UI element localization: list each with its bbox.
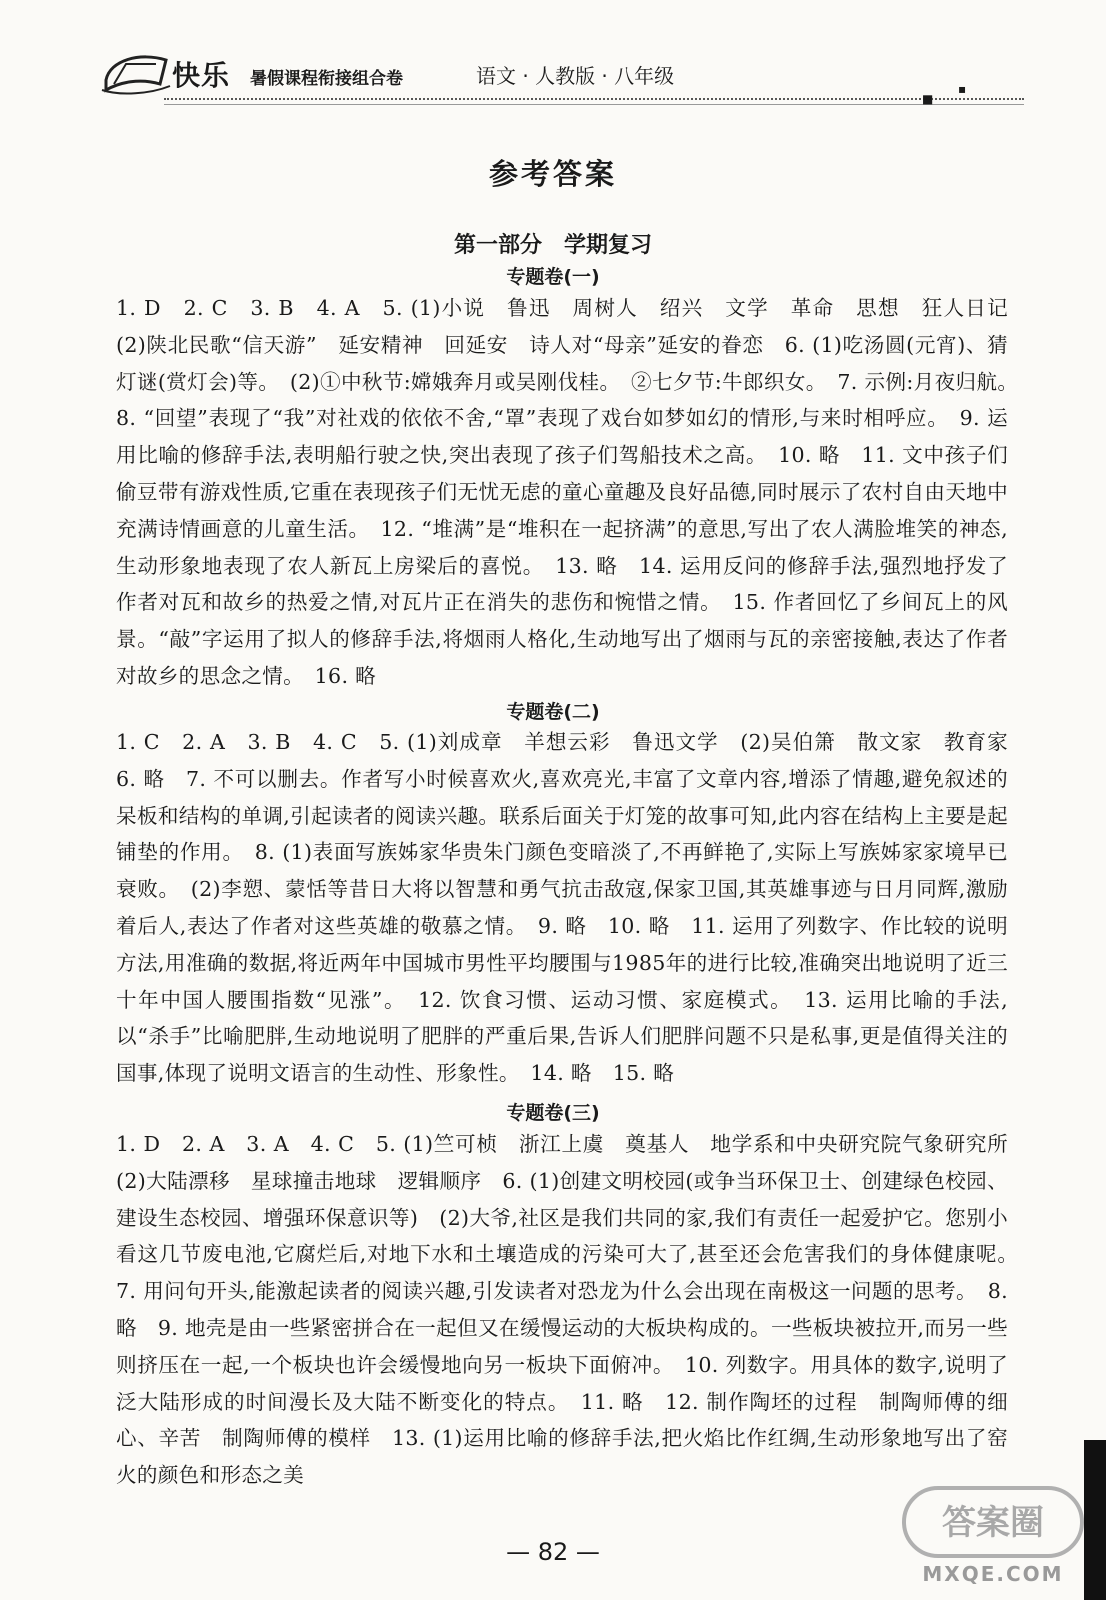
page-header <box>100 42 980 112</box>
corner-marker-icon: ■ <box>922 92 934 106</box>
page-number: — 82 — <box>506 1538 600 1566</box>
watermark-logo-text: 答案圈 <box>942 1503 1044 1543</box>
section-title: 专题卷(二) <box>506 701 600 723</box>
watermark-logo-icon <box>900 1478 1086 1562</box>
watermark-text: MXQE.COM <box>922 1562 1064 1586</box>
section-title: 专题卷(一) <box>506 266 600 288</box>
section-body: 1. D 2. C 3. B 4. A 5. (1)小说 鲁迅 周树人 绍兴 文学 革命 思想 狂人日记 (2)陕北民歌“信天游” 延安精神 回延安 诗人对“母亲”延安的眷恋 6. (1)吃汤圆(元宵)、猜灯谜(赏灯会)等。 (2)①中秋节:嫦娥奔月或吴刚伐桂。 ②七夕节:牛郎织女。 7. 示例:月夜归航。 8. “回望”表现了“我”对社戏的依依不舍,“罩”表现了戏台如梦如幻的情形,与来时相呼应。 9. 运用比喻的修辞手法,表明船行驶之快,突出表现了孩子们驾船技术之高。 10. 略 11. 文中孩子们偷豆带有游戏性质,它重在表现孩子们无忧无虑的童心童趣及良好品德,同时展示了农村自由天地中充满诗情画意的儿童生活。 12. “堆满”是“堆积在一起挤满”的意思,写出了农人满脸堆笑的神态,生动形象地表现了农人新瓦上房梁后的喜悦。 13. 略 14. 运用反问的修辞手法,强烈地抒发了作者对瓦和故乡的热爱之情,对瓦片正在消失的悲伤和惋惜之情。 15. 作者回忆了乡间瓦上的风景。“敲”字运用了拟人的修辞手法,将烟雨人格化,生动地写出了烟雨与瓦的亲密接触,表达了作者对故乡的思念之情。 16. 略 <box>116 296 1029 688</box>
section-body: 1. C 2. A 3. B 4. C 5. (1)刘成章 羊想云彩 鲁迅文学 (2)吴伯箫 散文家 教育家 6. 略 7. 不可以删去。作者写小时候喜欢火,喜欢亮光,丰富了文章内容,增添了情趣,避免叙述的呆板和结构的单调,引起读者的阅读兴趣。联系后面关于灯笼的故事可知,此内容在结构上主要是起铺垫的作用。 8. (1)表面写族姊家华贵朱门颜色变暗淡了,不再鲜艳了,实际上写族姊家家境早已衰败。 (2)李愬、蒙恬等昔日大将以智慧和勇气抗击敌寇,保家卫国,其英雄事迹与日月同辉,激励着后人,表达了作者对这些英雄的敬慕之情。 9. 略 10. 略 11. 运用了列数字、作比较的说明方法,用准确的数据,将近两年中国城市男性平均腰围与1985年的进行比较,准确突出地说明了近三十年中国人腰围指数“见涨”。 12. 饮食习惯、运动习惯、家庭模式。 13. 运用比喻的手法,以“杀手”比喻肥胖,生动地说明了肥胖的严重后果,告诉人们肥胖问题不只是私事,更是值得关注的国事,体现了说明文语言的生动性、形象性。 14. 略 15. 略 <box>116 730 1029 1086</box>
book-logo-icon <box>100 50 172 98</box>
brand-name: 快乐 <box>172 59 231 92</box>
section-body: 1. D 2. A 3. A 4. C 5. (1)竺可桢 浙江上虞 奠基人 地学系和中央研究院气象研究所 (2)大陆漂移 星球撞击地球 逻辑顺序 6. (1)创建文明校园(或争当环保卫士、创建绿色校园、建设生态校园、增强环保意识等) (2)大爷,社区是我们共同的家,我们有责任一起爱护它。您别小看这几节废电池,它腐烂后,对地下水和土壤造成的污染可大了,甚至还会危害我们的身体健康呢。 7. 用问句开头,能激起读者的阅读兴趣,引发读者对恐龙为什么会出现在南极这一问题的思考。 8. 略 9. 地壳是由一些紧密拼合在一起但又在缓慢运动的大板块构成的。一些板块被拉开,而另一些则挤压在一起,一个板块也许会缓慢地向另一板块下面俯冲。 10. 列数字。用具体的数字,说明了泛大陆形成的时间漫长及大陆不断变化的特点。 11. 略 12. 制作陶坯的过程 制陶师傅的细心、辛苦 制陶师傅的模样 13. (1)运用比喻的修辞手法,把火焰比作红绸,生动形象地写出了窑火的颜色和形态之美 <box>116 1132 1029 1488</box>
corner-marker-icon: ▪ <box>958 82 967 96</box>
section-title: 专题卷(三) <box>506 1102 600 1124</box>
series-name: 暑假课程衔接组合卷 <box>250 69 403 89</box>
header-divider-thin <box>164 104 1024 105</box>
scan-edge <box>1084 1440 1106 1600</box>
subject-edition: 语文 · 人教版 · 八年级 <box>476 64 675 88</box>
watermark <box>900 1478 1086 1590</box>
page-title: 参考答案 <box>488 157 617 191</box>
part-title: 第一部分 学期复习 <box>453 233 652 258</box>
header-divider <box>164 98 1024 100</box>
